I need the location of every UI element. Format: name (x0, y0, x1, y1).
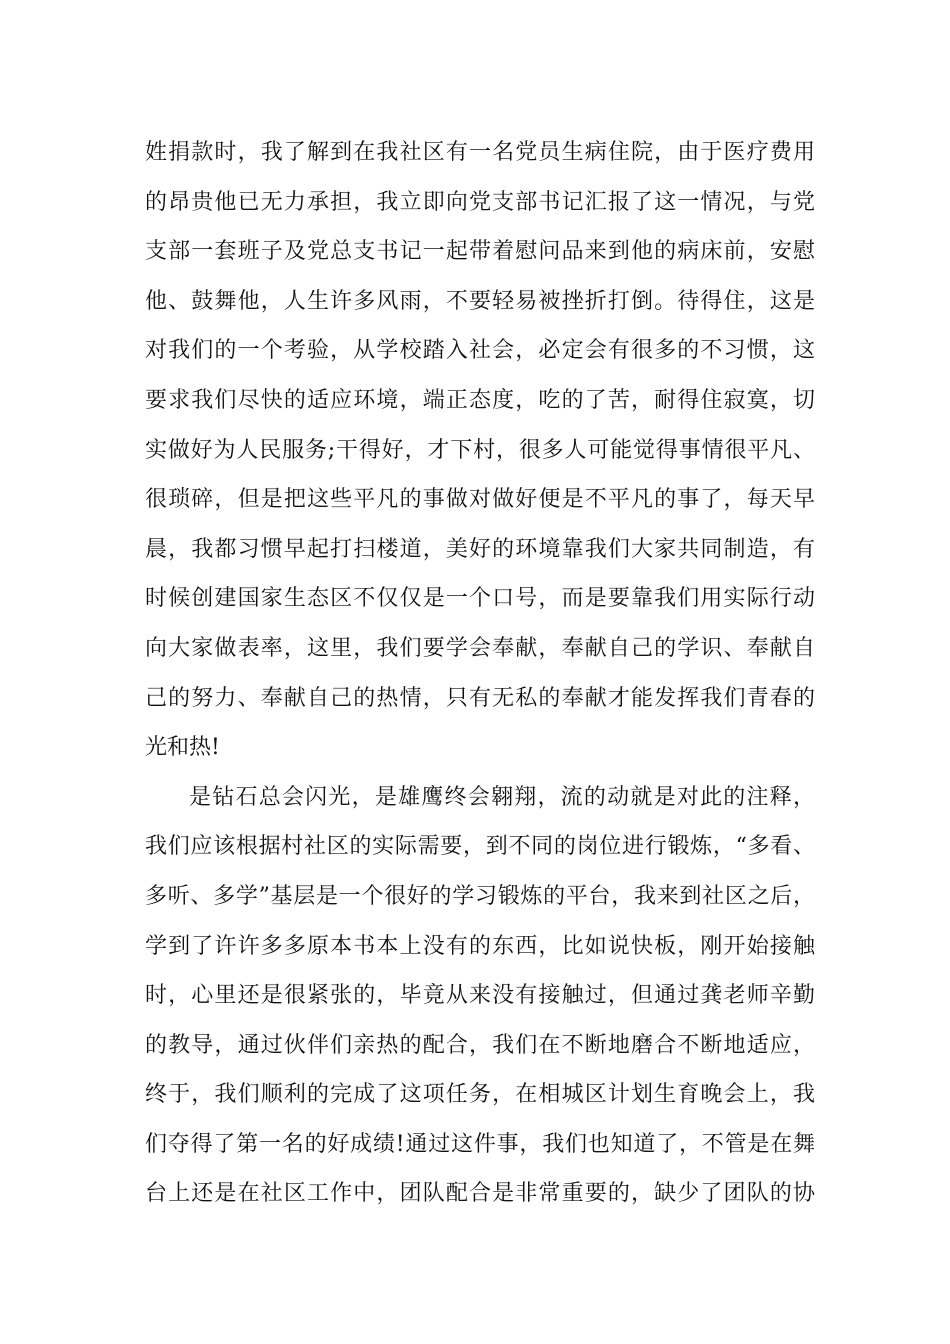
document-body (145, 128, 815, 1219)
text-line: 是钻石总会闪光，是雄鹰终会翱翔，流的动就是对此的注释， (189, 784, 815, 810)
text-line: 台上还是在社区工作中，团队配合是非常重要的，缺少了团队的协 (145, 1181, 815, 1207)
text-line: 己的努力、奉献自己的热情，只有无私的奉献才能发挥我们青春的 (145, 685, 815, 711)
text-line: 实做好为人民服务;干得好，才下村，很多人可能觉得事情很平凡、 (145, 437, 815, 463)
text-line: 光和热! (145, 735, 220, 761)
text-line: 他、鼓舞他，人生许多风雨，不要轻易被挫折打倒。待得住，这是 (145, 288, 815, 314)
text-line: 支部一套班子及党总支书记一起带着慰问品来到他的病床前，安慰 (145, 239, 815, 265)
text-line: 多听、多学”基层是一个很好的学习锻炼的平台，我来到社区之后， (145, 883, 815, 909)
text-line: 学到了许许多多原本书本上没有的东西，比如说快板，刚开始接触 (145, 933, 815, 959)
text-line: 的昂贵他已无力承担，我立即向党支部书记汇报了这一情况，与党 (145, 189, 815, 215)
paragraph (145, 773, 815, 1219)
text-line: 很琐碎，但是把这些平凡的事做对做好便是不平凡的事了，每天早 (145, 487, 815, 513)
text-line: 终于，我们顺利的完成了这项任务，在相城区计划生育晚会上，我 (145, 1082, 815, 1108)
text-line: 时候创建国家生态区不仅仅是一个口号，而是要靠我们用实际行动 (145, 586, 815, 612)
paragraph (145, 128, 815, 773)
text-line: 们夺得了第一名的好成绩!通过这件事，我们也知道了，不管是在舞 (145, 1131, 815, 1157)
text-line: 姓捐款时，我了解到在我社区有一名党员生病住院，由于医疗费用 (145, 140, 815, 165)
text-line: 的教导，通过伙伴们亲热的配合，我们在不断地磨合不断地适应， (145, 1032, 815, 1058)
text-line: 向大家做表率，这里，我们要学会奉献，奉献自己的学识、奉献自 (145, 635, 815, 661)
text-line: 对我们的一个考验，从学校踏入社会，必定会有很多的不习惯，这 (145, 338, 815, 364)
text-line: 要求我们尽快的适应环境，端正态度，吃的了苦，耐得住寂寞，切 (145, 387, 815, 413)
text-line: 晨，我都习惯早起打扫楼道，美好的环境靠我们大家共同制造，有 (145, 536, 815, 562)
text-line: 时，心里还是很紧张的，毕竟从来没有接触过，但通过龚老师辛勤 (145, 983, 815, 1009)
text-line: 我们应该根据村社区的实际需要，到不同的岗位进行锻炼，“多看、 (145, 834, 815, 860)
